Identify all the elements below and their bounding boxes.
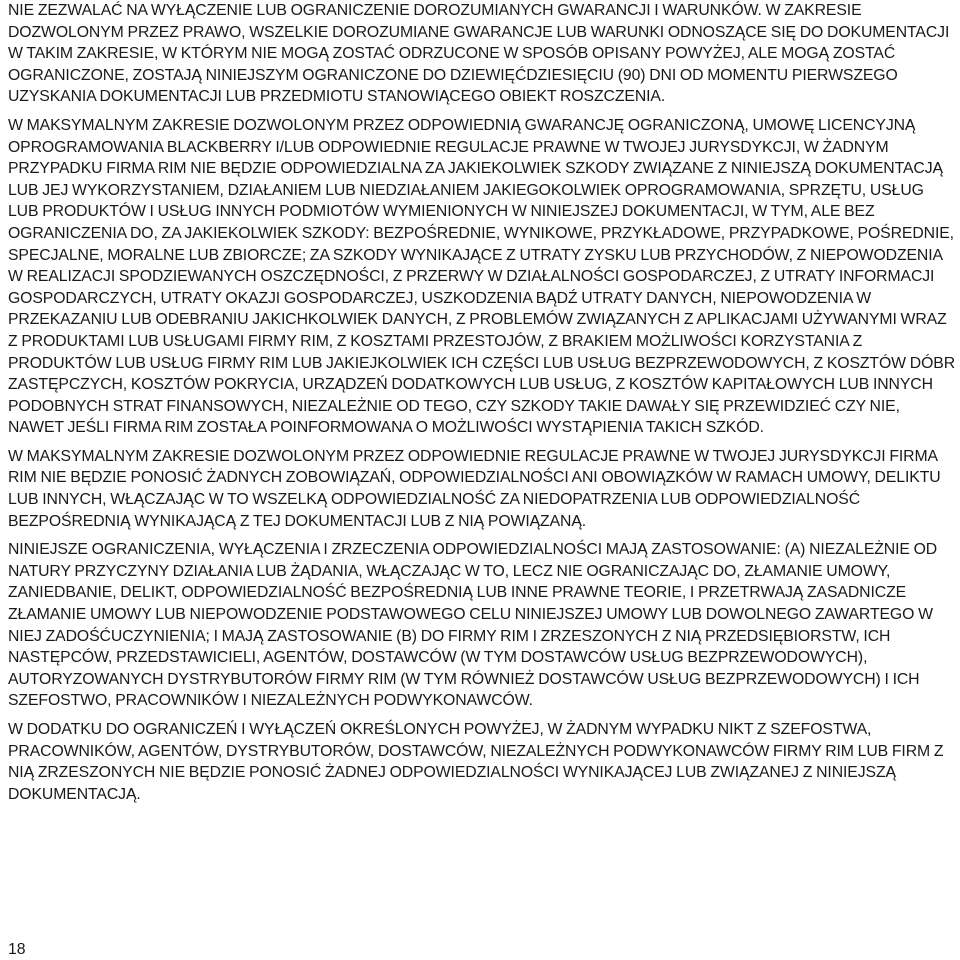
paragraph-personnel-liability: W DODATKU DO OGRANICZEŃ I WYŁĄCZEŃ OKREŚLONYCH POWYŻEJ, W ŻADNYM WYPADKU NIKT Z SZEFOSTWA, PRACOWNIKÓW, AGENTÓW, DYSTRYBUTORÓW, DOSTAWCÓW, NIEZALEŻNYCH PODWYKONAWCÓW FIRMY RIM LUB FIRM Z NIĄ ZRZESZONYCH NIE BĘDZIE PONOSIĆ ŻADNEJ ODPOWIEDZIALNOŚCI WYNIKAJĄCEJ LUB ZWIĄZANEJ Z NINIEJSZĄ DOKUMENTACJĄ. — [8, 721, 944, 803]
page-number: 18 — [8, 941, 26, 958]
paragraph-liability-exclusion: W MAKSYMALNYM ZAKRESIE DOZWOLONYM PRZEZ ODPOWIEDNIE REGULACJE PRAWNE W TWOJEJ JURYSDYKCJI FIRMA RIM NIE BĘDZIE PONOSIĆ ŻADNYCH ZOBOWIĄZAŃ, ODPOWIEDZIALNOŚCI ANI OBOWIĄZKÓW W RAMACH UMOWY, DELIKTU LUB INNYCH, WŁĄCZAJĄC W TO WSZELKĄ ODPOWIEDZIALNOŚĆ ZA NIEDOPATRZENIA LUB ODPOWIEDZIALNOŚĆ BEZPOŚREDNIĄ WYNIKAJĄCĄ Z TEJ DOKUMENTACJI LUB Z NIĄ POWIĄZANĄ. — [8, 447, 941, 530]
paragraph-implied-warranties: NIE ZEZWALAĆ NA WYŁĄCZENIE LUB OGRANICZENIE DOROZUMIANYCH GWARANCJI I WARUNKÓW. W ZAKRESIE DOZWOLONYM PRZEZ PRAWO, WSZELKIE DOROZUMIANE GWARANCJE LUB WARUNKI ODNOSZĄCE SIĘ DO DOKUMENTACJI W TAKIM ZAKRESIE, W KTÓRYM NIE MOGĄ ZOSTAĆ ODRZUCONE W SPOSÓB OPISANY POWYŻEJ, ALE MOGĄ ZOSTAĆ OGRANICZONE, ZOSTAJĄ NINIEJSZYM OGRANICZONE DO DZIEWIĘĆDZIESIĘCIU (90) DNI OD MOMENTU PIERWSZEGO UZYSKANIA DOKUMENTACJI LUB PRZEDMIOTU STANOWIĄCEGO OBIEKT ROSZCZENIA. — [8, 2, 950, 106]
paragraph-scope-of-limitations: NINIEJSZE OGRANICZENIA, WYŁĄCZENIA I ZRZECZENIA ODPOWIEDZIALNOŚCI MAJĄ ZASTOSOWANIE: (A) NIEZALEŻNIE OD NATURY PRZYCZYNY DZIAŁANIA LUB ŻĄDANIA, WŁĄCZAJĄC W TO, LECZ NIE OGRANICZAJĄC DO, ZŁAMANIE UMOWY, ZANIEDBANIE, DELIKT, ODPOWIEDZIALNOŚĆ BEZPOŚREDNIĄ LUB INNE PRAWNE TEORIE, I PRZETRWAJĄ ZASADNICZE ZŁAMANIE UMOWY LUB NIEPOWODZENIE PODSTAWOWEGO CELU NINIEJSZEJ UMOWY LUB DOWOLNEGO ZAWARTEGO W NIEJ ZADOŚĆUCZYNIENIA; I MAJĄ ZASTOSOWANIE (B) DO FIRMY RIM I ZRZESZONYCH Z NIĄ PRZEDSIĘBIORSTW, ICH NASTĘPCÓW, PRZEDSTAWICIELI, AGENTÓW, DOSTAWCÓW (W TYM DOSTAWCÓW USŁUG BEZPRZEWODOWYCH), AUTORYZOWANYCH DYSTRYBUTORÓW FIRMY RIM (W TYM RÓWNIEŻ DOSTAWCÓW USŁUG BEZPRZEWODOWYCH) I ICH SZEFOSTWO, PRACOWNIKÓW I NIEZALEŻNYCH PODWYKONAWCÓW. — [8, 541, 938, 710]
document-body — [8, 0, 956, 805]
paragraph-damages-limitation: W MAKSYMALNYM ZAKRESIE DOZWOLONYM PRZEZ ODPOWIEDNIĄ GWARANCJĘ OGRANICZONĄ, UMOWĘ LICENCYJNĄ OPROGRAMOWANIA BLACKBERRY I/LUB ODPOWIEDNIE REGULACJE PRAWNE W TWOJEJ JURYSDYKCJI, W ŻADNYM PRZYPADKU FIRMA RIM NIE BĘDZIE ODPOWIEDZIALNA ZA JAKIEKOLWIEK SZKODY ZWIĄZANE Z NINIEJSZĄ DOKUMENTACJĄ LUB JEJ WYKORZYSTANIEM, DZIAŁANIEM LUB NIEDZIAŁANIEM JAKIEGOKOLWIEK OPROGRAMOWANIA, SPRZĘTU, USŁUG LUB PRODUKTÓW I USŁUG INNYCH PODMIOTÓW WYMIENIONYCH W NINIEJSZEJ DOKUMENTACJI, W TYM, ALE BEZ OGRANICZENIA DO, ZA JAKIEKOLWIEK SZKODY: BEZPOŚREDNIE, WYNIKOWE, PRZYKŁADOWE, PRZYPADKOWE, POŚREDNIE, SPECJALNE, MORALNE LUB ZBIORCZE; ZA SZKODY WYNIKAJĄCE Z UTRATY ZYSKU LUB PRZYCHODÓW, Z NIEPOWODZENIA W REALIZACJI SPODZIEWANYCH OSZCZĘDNOŚCI, Z PRZERWY W DZIAŁALNOŚCI GOSPODARCZEJ, Z UTRATY INFORMACJI GOSPODARCZYCH, UTRATY OKAZJI GOSPODARCZEJ, USZKODZENIA BĄDŹ UTRATY DANYCH, NIEPOWODZENIA W PRZEKAZANIU LUB ODEBRANIU JAKICHKOLWIEK DANYCH, Z PROBLEMÓW ZWIĄZANYCH Z APLIKACJAMI UŻYWANYMI WRAZ Z PRODUKTAMI LUB USŁUGAMI FIRMY RIM, Z KOSZTAMI PRZESTOJÓW, Z BRAKIEM MOŻLIWOŚCI KORZYSTANIA Z PRODUKTÓW LUB USŁUG FIRMY RIM LUB JAKIEJKOLWIEK ICH CZĘŚCI LUB USŁUG BEZPRZEWODOWYCH, Z KOSZTÓW DÓBR ZASTĘPCZYCH, KOSZTÓW POKRYCIA, URZĄDZEŃ DODATKOWYCH LUB USŁUG, Z KOSZTÓW KAPITAŁOWYCH LUB INNYCH PODOBNYCH STRAT FINANSOWYCH, NIEZALEŻNIE OD TEGO, CZY SZKODY TAKIE DAWAŁY SIĘ PRZEWIDZIEĆ CZY NIE, NAWET JEŚLI FIRMA RIM ZOSTAŁA POINFORMOWANA O MOŻLIWOŚCI WYSTĄPIENIA TAKICH SZKÓD. — [8, 116, 956, 437]
